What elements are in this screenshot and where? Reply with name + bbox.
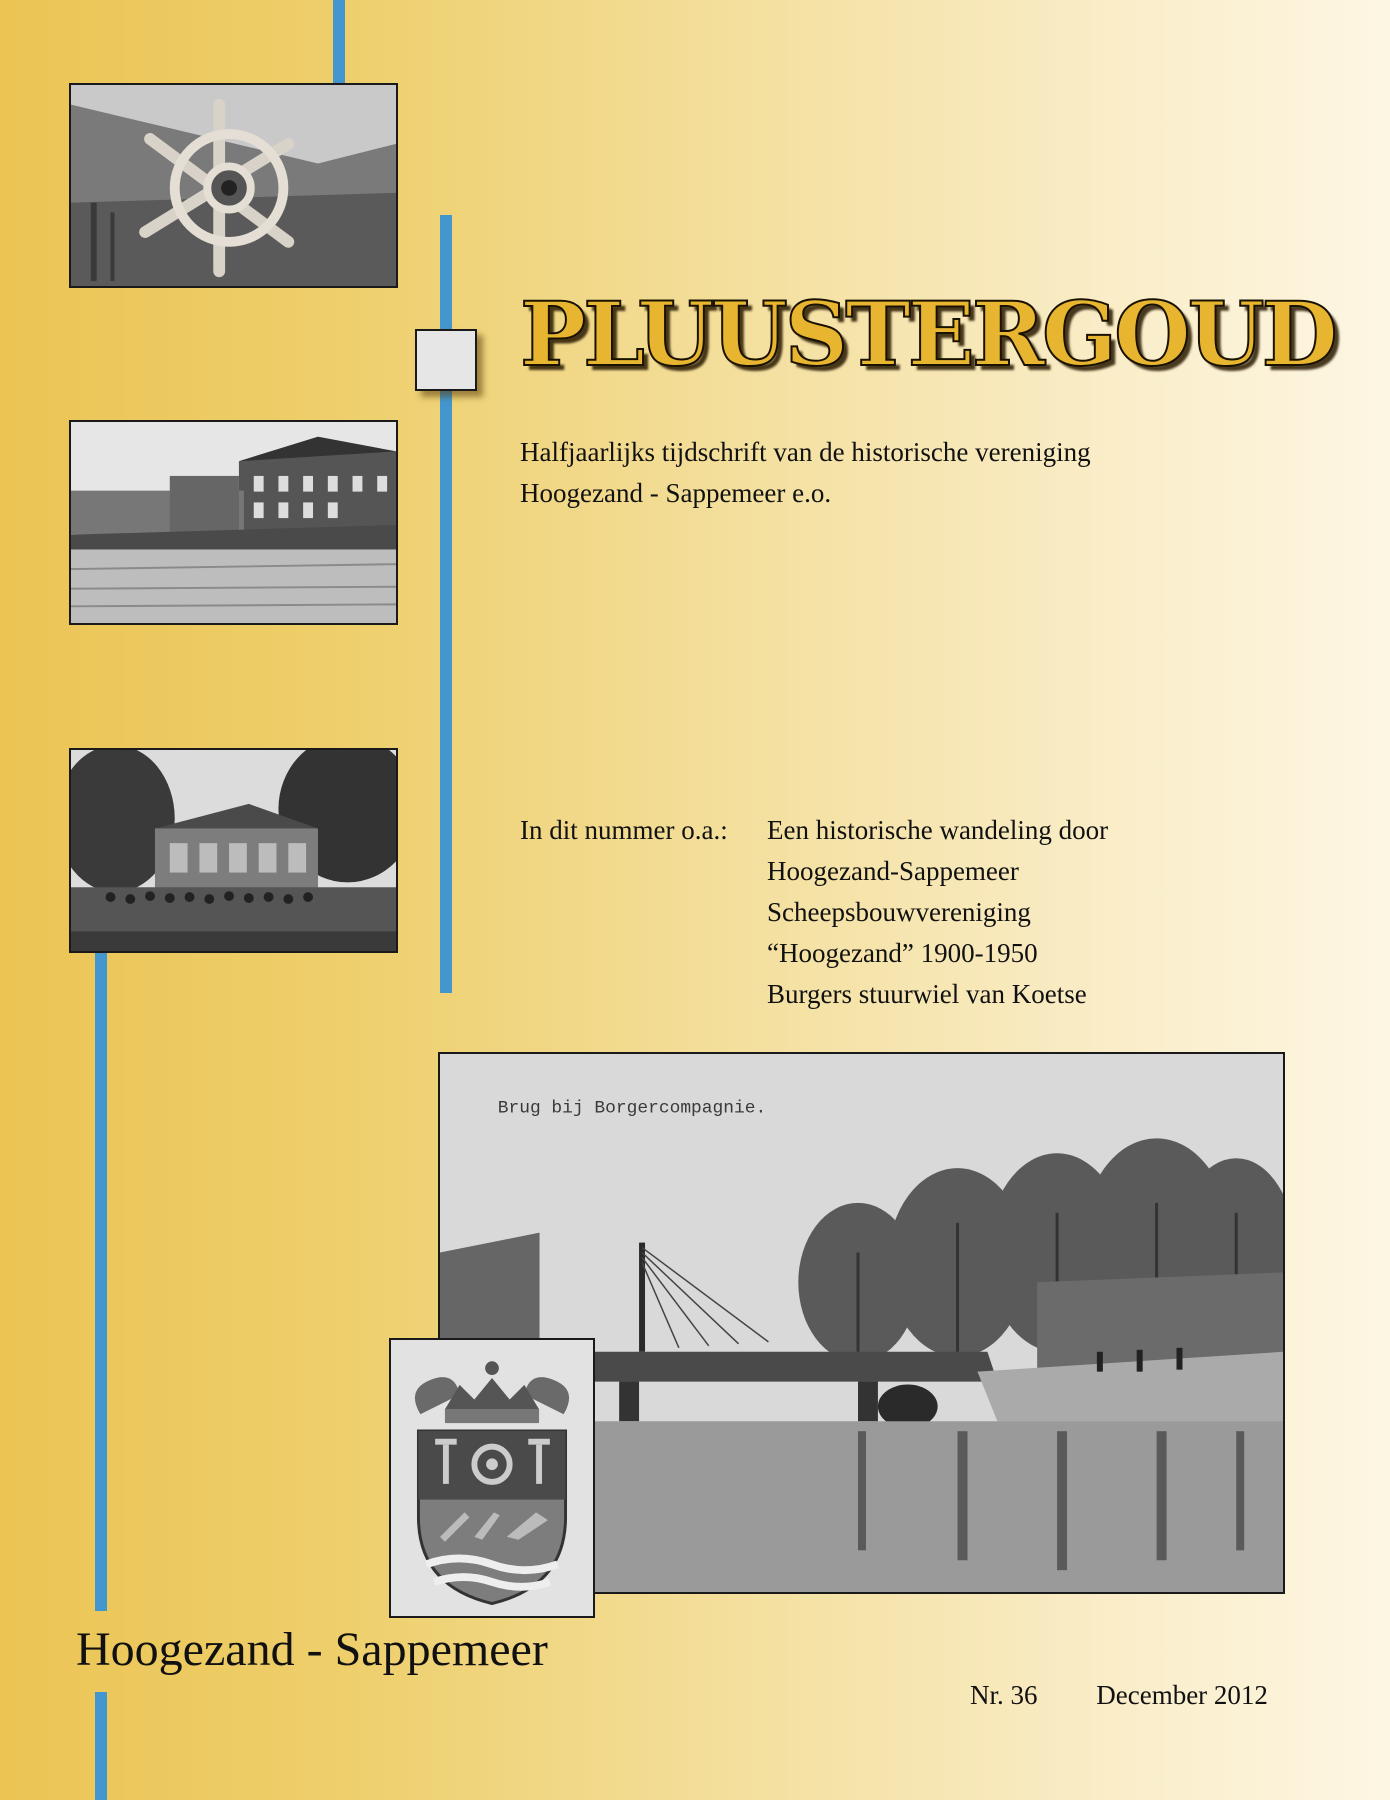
contents-item: Hoogezand-Sappemeer bbox=[767, 856, 1019, 886]
magazine-subtitle bbox=[520, 432, 1091, 514]
accent-bar-left bbox=[95, 873, 107, 1611]
photo-steering-wheel bbox=[69, 83, 398, 288]
contents-item: Scheepsbouwvereniging bbox=[767, 897, 1031, 927]
photo-school-building bbox=[69, 748, 398, 953]
contents-label: In dit nummer o.a.: bbox=[520, 815, 728, 845]
issue-date: December 2012 bbox=[1096, 1680, 1268, 1710]
contents-item: Burgers stuurwiel van Koetse bbox=[767, 979, 1087, 1009]
issue-contents bbox=[520, 810, 1108, 1015]
photo-canal-houses bbox=[69, 420, 398, 625]
contents-item: “Hoogezand” 1900-1950 bbox=[767, 938, 1038, 968]
town-name: Hoogezand - Sappemeer bbox=[76, 1623, 548, 1676]
contents-item: Een historische wandeling door bbox=[767, 815, 1109, 845]
subtitle-line-1: Halfjaarlijks tijdschrift van de historische vereniging bbox=[520, 437, 1091, 467]
issue-number: Nr. 36 bbox=[970, 1680, 1038, 1710]
bridge-photo-caption: Brug bij Borgercompagnie. bbox=[497, 1098, 767, 1119]
decorative-square bbox=[415, 329, 477, 391]
coat-of-arms bbox=[389, 1338, 595, 1618]
accent-bar-bottom bbox=[95, 1692, 107, 1800]
issue-info bbox=[970, 1680, 1268, 1711]
subtitle-line-2: Hoogezand - Sappemeer e.o. bbox=[520, 478, 832, 508]
contents-list bbox=[767, 810, 1108, 1015]
magazine-title: PLUUSTERGOUD bbox=[520, 282, 1335, 386]
